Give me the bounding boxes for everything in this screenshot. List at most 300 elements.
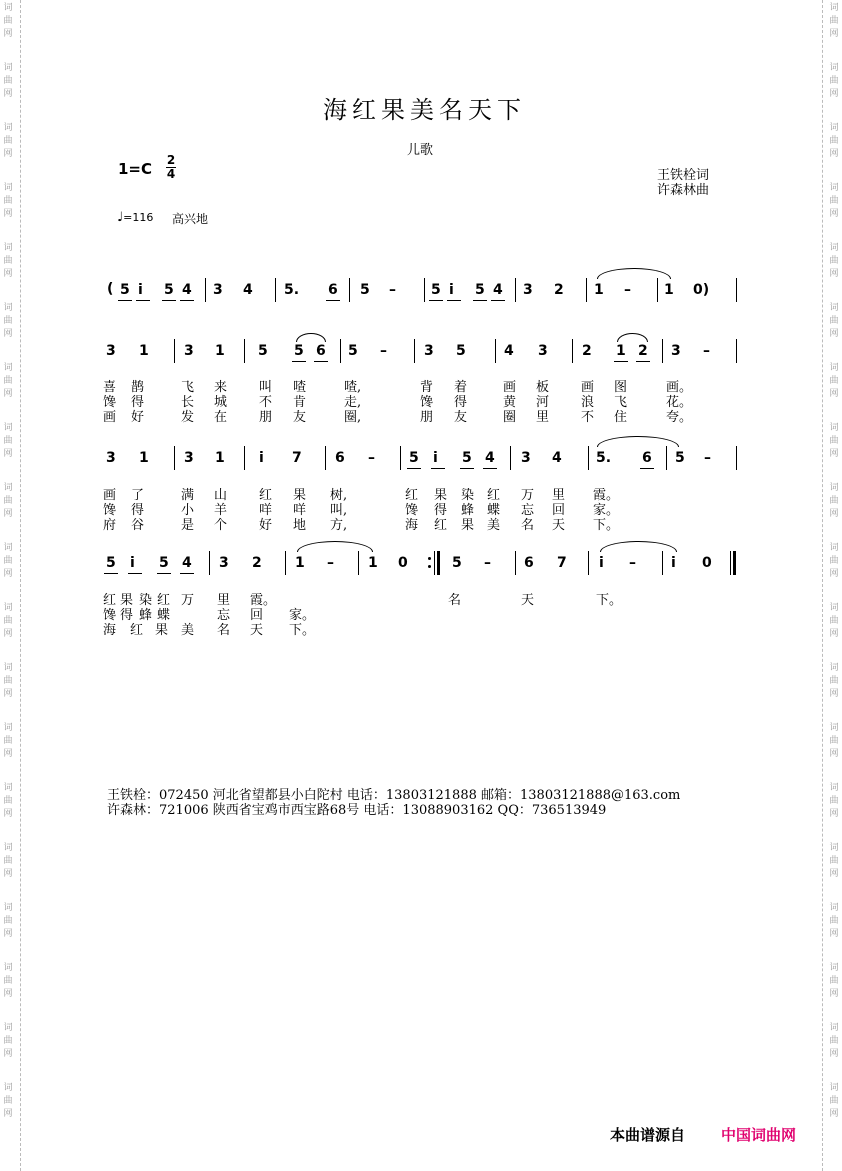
barline xyxy=(349,278,350,302)
mood-marking: 高兴地 xyxy=(172,212,209,226)
watermark-text: 词 曲 网 xyxy=(3,3,13,39)
watermark-text: 词 曲 网 xyxy=(829,663,839,699)
subtitle: 儿歌 xyxy=(407,143,434,158)
watermark-text: 词 曲 网 xyxy=(3,603,13,639)
note: 1 xyxy=(215,343,225,359)
lyric-char: 山 xyxy=(214,488,228,503)
lyric-char: 住 xyxy=(614,410,628,425)
note: 5. xyxy=(284,282,300,298)
lyric-char: 下。 xyxy=(596,593,623,608)
lyric-char: 方, xyxy=(330,518,348,533)
lyric-char: 红 xyxy=(487,488,501,503)
note: 1 xyxy=(139,343,149,359)
source-label: 本曲谱源自 xyxy=(610,1126,686,1144)
lyric-char: 果 xyxy=(293,488,307,503)
note: i xyxy=(130,555,135,571)
note: 3 xyxy=(213,282,223,298)
lyric-char: 蜂 xyxy=(461,503,475,518)
note: 5 xyxy=(462,450,472,466)
barline xyxy=(736,339,737,363)
lyric-char: 下。 xyxy=(289,623,316,638)
note: 3 xyxy=(538,343,548,359)
barline xyxy=(209,551,210,575)
lyric-char: 海 xyxy=(405,518,419,533)
lyric-char: 美 xyxy=(181,623,195,638)
watermark-text: 词 曲 网 xyxy=(829,963,839,999)
note: 2 xyxy=(582,343,592,359)
note: 4 xyxy=(552,450,562,466)
lyric-char: 不 xyxy=(259,395,273,410)
lyric-char: 河 xyxy=(536,395,550,410)
note: – xyxy=(380,343,387,359)
eighth-underline xyxy=(483,468,497,469)
lyric-char: 霞。 xyxy=(593,488,620,503)
lyric-char: 喳 xyxy=(293,380,307,395)
contact-composer: 许森林：721006 陕西省宝鸡市西宝路68号 电话：13088903162 QQ：736513949 xyxy=(107,803,607,818)
note: 2 xyxy=(638,343,648,359)
lyric-char: 画 xyxy=(581,380,595,395)
watermark-text: 词 曲 网 xyxy=(829,903,839,939)
watermark-text: 词 曲 网 xyxy=(829,1023,839,1059)
note: – xyxy=(703,343,710,359)
lyric-char: 里 xyxy=(552,488,566,503)
lyric-char: 鹊 xyxy=(131,380,145,395)
note: 7 xyxy=(292,450,302,466)
watermark-text: 词 曲 网 xyxy=(829,723,839,759)
note: 1 xyxy=(664,282,674,298)
barline xyxy=(588,446,589,470)
lyric-char: 果 xyxy=(155,623,169,638)
lyric-char: 友 xyxy=(293,410,307,425)
barline xyxy=(414,339,415,363)
lyric-char: 得 xyxy=(131,395,145,410)
watermark-text: 词 曲 网 xyxy=(829,783,839,819)
lyric-char: 树, xyxy=(330,488,348,503)
note: 3 xyxy=(184,450,194,466)
lyric-char: 得 xyxy=(131,503,145,518)
note: 7 xyxy=(557,555,567,571)
watermark-text: 词 曲 网 xyxy=(829,483,839,519)
lyric-char: 家。 xyxy=(593,503,620,518)
note: 6 xyxy=(642,450,652,466)
repeat-dot xyxy=(428,557,431,560)
note: ( xyxy=(107,281,114,297)
note: 5 xyxy=(452,555,462,571)
barline xyxy=(666,446,667,470)
note: 5 xyxy=(360,282,370,298)
note: 4 xyxy=(243,282,253,298)
eighth-underline xyxy=(636,361,650,362)
eighth-underline xyxy=(326,300,340,301)
note: 3 xyxy=(106,343,116,359)
note: 1 xyxy=(616,343,626,359)
lyric-char: 馋 xyxy=(405,503,419,518)
time-denominator: 4 xyxy=(166,167,176,181)
lyric-char: 小 xyxy=(181,503,195,518)
lyric-char: 画 xyxy=(103,488,117,503)
lyric-char: 天 xyxy=(250,623,264,638)
lyric-char: 红 xyxy=(157,593,171,608)
lyric-char: 朋 xyxy=(259,410,273,425)
barline xyxy=(244,446,245,470)
watermark-text: 词 曲 网 xyxy=(829,303,839,339)
site-link[interactable]: 中国词曲网 xyxy=(721,1126,797,1144)
lyric-char: 蝶 xyxy=(487,503,501,518)
lyric-char: 是 xyxy=(181,518,195,533)
barline xyxy=(662,339,663,363)
watermark-text: 词 曲 网 xyxy=(3,483,13,519)
watermark-text: 词 曲 网 xyxy=(3,723,13,759)
note: 5 xyxy=(258,343,268,359)
lyric-char: 咩 xyxy=(293,503,307,518)
note: 1 xyxy=(295,555,305,571)
lyric-char: 画 xyxy=(503,380,517,395)
barline xyxy=(736,446,737,470)
lyric-char: 好 xyxy=(131,410,145,425)
note: i xyxy=(599,555,604,571)
lyric-char: 回 xyxy=(250,608,264,623)
watermark-text: 词 曲 网 xyxy=(3,663,13,699)
song-title: 海红果美名天下 xyxy=(323,96,526,124)
eighth-underline xyxy=(473,300,487,301)
eighth-underline xyxy=(407,468,421,469)
note: – xyxy=(368,450,375,466)
lyric-char: 得 xyxy=(454,395,468,410)
lyric-char: 名 xyxy=(521,518,535,533)
left-watermark-strip xyxy=(0,0,22,1171)
barline xyxy=(275,278,276,302)
note: 2 xyxy=(252,555,262,571)
note: 4 xyxy=(504,343,514,359)
barline xyxy=(325,446,326,470)
note: 5. xyxy=(596,450,612,466)
note: 3 xyxy=(219,555,229,571)
lyric-char: 背 xyxy=(420,380,434,395)
lyric-char: 得 xyxy=(434,503,448,518)
lyric-char: 红 xyxy=(405,488,419,503)
tie-arc xyxy=(597,436,679,447)
lyric-char: 霞。 xyxy=(250,593,277,608)
note: i xyxy=(671,555,676,571)
lyric-char: 美 xyxy=(487,518,501,533)
final-barline-thin xyxy=(730,551,731,575)
lyric-char: 图 xyxy=(614,380,628,395)
lyric-char: 肯 xyxy=(293,395,307,410)
eighth-underline xyxy=(460,468,474,469)
lyric-char: 来 xyxy=(214,380,228,395)
note: 5 xyxy=(348,343,358,359)
lyric-char: 里 xyxy=(536,410,550,425)
note: 6 xyxy=(335,450,345,466)
lyric-char: 里 xyxy=(217,593,231,608)
barline xyxy=(424,278,425,302)
lyric-char: 走, xyxy=(344,395,362,410)
watermark-text: 词 曲 网 xyxy=(829,843,839,879)
barline xyxy=(174,339,175,363)
watermark-text: 词 曲 网 xyxy=(3,903,13,939)
note: 5 xyxy=(475,282,485,298)
note: 1 xyxy=(594,282,604,298)
lyric-char: 了 xyxy=(131,488,145,503)
note: 1 xyxy=(368,555,378,571)
lyric-char: 不 xyxy=(581,410,595,425)
note: 0) xyxy=(693,282,710,298)
lyric-char: 馋 xyxy=(420,395,434,410)
note: 6 xyxy=(316,343,326,359)
eighth-underline xyxy=(429,300,443,301)
note: 5 xyxy=(164,282,174,298)
time-signature xyxy=(165,154,177,181)
repeat-barline-thick xyxy=(437,551,440,575)
lyric-char: 城 xyxy=(214,395,228,410)
note: 3 xyxy=(521,450,531,466)
time-numerator: 2 xyxy=(166,153,176,167)
lyric-char: 板 xyxy=(536,380,550,395)
lyric-char: 红 xyxy=(259,488,273,503)
note: – xyxy=(624,282,631,298)
eighth-underline xyxy=(157,573,171,574)
lyric-char: 天 xyxy=(552,518,566,533)
tempo-value: =116 xyxy=(123,211,154,224)
lyric-char: 府 xyxy=(103,518,117,533)
watermark-text: 词 曲 网 xyxy=(3,963,13,999)
lyric-char: 花。 xyxy=(666,395,693,410)
note: 3 xyxy=(424,343,434,359)
lyric-char: 回 xyxy=(552,503,566,518)
eighth-underline xyxy=(118,300,132,301)
barline xyxy=(588,551,589,575)
eighth-underline xyxy=(491,300,505,301)
eighth-underline xyxy=(314,361,328,362)
watermark-text: 词 曲 网 xyxy=(829,243,839,279)
note: – xyxy=(629,555,636,571)
note: 3 xyxy=(523,282,533,298)
note: – xyxy=(704,450,711,466)
watermark-text: 词 曲 网 xyxy=(3,363,13,399)
lyric-char: 忘 xyxy=(217,608,231,623)
note: 4 xyxy=(182,282,192,298)
lyric-char: 下。 xyxy=(593,518,620,533)
right-watermark-strip xyxy=(820,0,842,1171)
lyric-char: 万 xyxy=(181,593,195,608)
note: 0 xyxy=(398,555,408,571)
lyric-char: 得 xyxy=(120,608,134,623)
lyric-char: 蝶 xyxy=(157,608,171,623)
note: 5 xyxy=(675,450,685,466)
watermark-text: 词 曲 网 xyxy=(3,303,13,339)
barline xyxy=(572,339,573,363)
lyric-char: 圈 xyxy=(503,410,517,425)
eighth-underline xyxy=(104,573,118,574)
lyric-char: 满 xyxy=(181,488,195,503)
eighth-underline xyxy=(431,468,445,469)
lyric-char: 飞 xyxy=(181,380,195,395)
note: i xyxy=(259,450,264,466)
lyric-char: 朋 xyxy=(420,410,434,425)
watermark-text: 词 曲 网 xyxy=(3,1083,13,1119)
lyric-char: 天 xyxy=(521,593,535,608)
eighth-underline xyxy=(128,573,142,574)
barline xyxy=(586,278,587,302)
watermark-text: 词 曲 网 xyxy=(3,123,13,159)
lyric-char: 浪 xyxy=(581,395,595,410)
watermark-text: 词 曲 网 xyxy=(829,3,839,39)
quarter-note-icon: ♩ xyxy=(117,210,124,225)
lyric-char: 叫, xyxy=(330,503,348,518)
lyricist-credit: 王铁栓词 xyxy=(657,168,710,183)
lyric-char: 圈, xyxy=(344,410,362,425)
lyric-char: 馋 xyxy=(103,608,117,623)
note: 4 xyxy=(485,450,495,466)
eighth-underline xyxy=(162,300,176,301)
note: 3 xyxy=(184,343,194,359)
lyric-char: 名 xyxy=(217,623,231,638)
watermark-text: 词 曲 网 xyxy=(829,63,839,99)
note: 5 xyxy=(159,555,169,571)
barline xyxy=(205,278,206,302)
watermark-text: 词 曲 网 xyxy=(3,783,13,819)
note: 3 xyxy=(106,450,116,466)
eighth-underline xyxy=(640,468,654,469)
lyric-char: 家。 xyxy=(289,608,316,623)
lyric-char: 名 xyxy=(448,593,462,608)
barline xyxy=(174,446,175,470)
lyric-char: 馋 xyxy=(103,395,117,410)
watermark-text: 词 曲 网 xyxy=(3,183,13,219)
lyric-char: 蜂 xyxy=(139,608,153,623)
barline xyxy=(657,278,658,302)
lyric-char: 喳, xyxy=(344,380,362,395)
watermark-text: 词 曲 网 xyxy=(829,1083,839,1119)
note: 6 xyxy=(524,555,534,571)
lyric-char: 咩 xyxy=(259,503,273,518)
lyric-char: 飞 xyxy=(614,395,628,410)
eighth-underline xyxy=(180,573,194,574)
note: 1 xyxy=(215,450,225,466)
barline xyxy=(515,278,516,302)
note: 4 xyxy=(493,282,503,298)
lyric-char: 万 xyxy=(521,488,535,503)
barline xyxy=(400,446,401,470)
barline xyxy=(662,551,663,575)
composer-credit: 许森林曲 xyxy=(657,183,710,198)
lyric-char: 长 xyxy=(181,395,195,410)
lyric-char: 谷 xyxy=(131,518,145,533)
lyric-char: 馋 xyxy=(103,503,117,518)
slur-arc xyxy=(617,333,648,342)
lyric-char: 画。 xyxy=(666,380,693,395)
watermark-text: 词 曲 网 xyxy=(829,543,839,579)
watermark-text: 词 曲 网 xyxy=(3,843,13,879)
lyric-char: 好 xyxy=(259,518,273,533)
watermark-text: 词 曲 网 xyxy=(829,603,839,639)
lyric-char: 地 xyxy=(293,518,307,533)
tie-arc xyxy=(297,541,373,552)
lyric-char: 叫 xyxy=(259,380,273,395)
note: 5 xyxy=(409,450,419,466)
note: 5 xyxy=(120,282,130,298)
lyric-char: 友 xyxy=(454,410,468,425)
contact-lyricist: 王铁栓：072450 河北省望都县小白陀村 电话：13803121888 邮箱：13803121888@163.com xyxy=(107,788,681,803)
watermark-text: 词 曲 网 xyxy=(829,363,839,399)
note: 4 xyxy=(182,555,192,571)
lyric-char: 个 xyxy=(214,518,228,533)
lyric-char: 染 xyxy=(139,593,153,608)
tie-arc xyxy=(600,541,677,552)
note: 5 xyxy=(456,343,466,359)
note: – xyxy=(484,555,491,571)
final-barline-thick xyxy=(733,551,736,575)
lyric-char: 画 xyxy=(103,410,117,425)
note: – xyxy=(389,282,396,298)
key-signature: 1=C xyxy=(118,160,153,178)
note: i xyxy=(138,282,143,298)
repeat-dot xyxy=(428,565,431,568)
note: i xyxy=(449,282,454,298)
watermark-text: 词 曲 网 xyxy=(829,183,839,219)
lyric-char: 红 xyxy=(434,518,448,533)
lyric-char: 黄 xyxy=(503,395,517,410)
note: 5 xyxy=(106,555,116,571)
barline xyxy=(510,446,511,470)
watermark-text: 词 曲 网 xyxy=(3,63,13,99)
watermark-text: 词 曲 网 xyxy=(829,423,839,459)
watermark-text: 词 曲 网 xyxy=(829,123,839,159)
repeat-barline-thin xyxy=(434,551,435,575)
note: 3 xyxy=(671,343,681,359)
tempo-marking xyxy=(117,210,153,225)
note: 6 xyxy=(328,282,338,298)
lyric-char: 发 xyxy=(181,410,195,425)
lyric-char: 红 xyxy=(130,623,144,638)
barline xyxy=(515,551,516,575)
eighth-underline xyxy=(447,300,461,301)
tie-arc xyxy=(597,268,671,279)
note: 5 xyxy=(294,343,304,359)
eighth-underline xyxy=(614,361,628,362)
lyric-char: 忘 xyxy=(521,503,535,518)
lyric-char: 夸。 xyxy=(666,410,693,425)
barline xyxy=(495,339,496,363)
lyric-char: 着 xyxy=(454,380,468,395)
watermark-text: 词 曲 网 xyxy=(3,423,13,459)
slur-arc xyxy=(296,333,326,342)
lyric-char: 喜 xyxy=(103,380,117,395)
note: 0 xyxy=(702,555,712,571)
note: 2 xyxy=(554,282,564,298)
lyric-char: 羊 xyxy=(214,503,228,518)
barline xyxy=(736,278,737,302)
watermark-text: 词 曲 网 xyxy=(3,543,13,579)
note: 1 xyxy=(139,450,149,466)
watermark-text: 词 曲 网 xyxy=(3,243,13,279)
lyric-char: 在 xyxy=(214,410,228,425)
eighth-underline xyxy=(180,300,194,301)
eighth-underline xyxy=(292,361,306,362)
note: – xyxy=(327,555,334,571)
note: i xyxy=(433,450,438,466)
lyric-char: 染 xyxy=(461,488,475,503)
eighth-underline xyxy=(136,300,150,301)
lyric-char: 果 xyxy=(461,518,475,533)
lyric-char: 红 xyxy=(103,593,117,608)
note: 5 xyxy=(431,282,441,298)
watermark-text: 词 曲 网 xyxy=(3,1023,13,1059)
lyric-char: 果 xyxy=(120,593,134,608)
barline xyxy=(340,339,341,363)
barline xyxy=(358,551,359,575)
lyric-char: 果 xyxy=(434,488,448,503)
